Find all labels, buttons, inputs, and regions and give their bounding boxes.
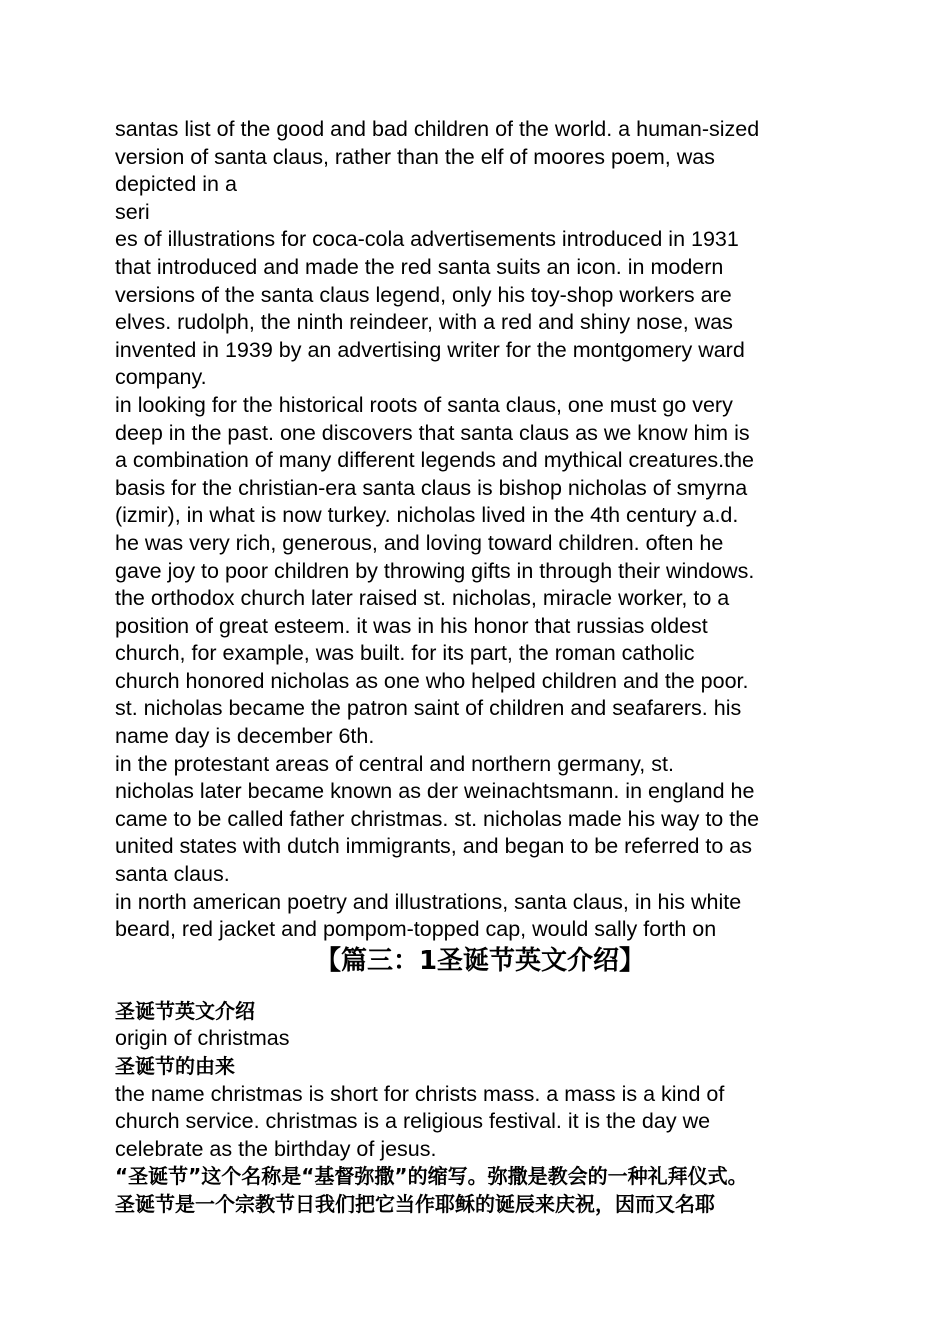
title-cn: 圣诞节英文介绍 (115, 998, 255, 1023)
text-line: that introduced and made the red santa suits an icon. in modern (115, 254, 724, 279)
text-line: he was very rich, generous, and loving toward children. often he (115, 530, 724, 555)
section-heading: 【篇三：1圣诞节英文介绍】 (314, 945, 646, 976)
text-line: santa claus. (115, 862, 230, 887)
text-line: version of santa claus, rather than the elf of moores poem, was (115, 144, 715, 169)
text-line: church service. christmas is a religious festival. it is the day we (115, 1109, 711, 1134)
subtitle-cn: 圣诞节的由来 (115, 1054, 235, 1078)
text-line: in looking for the historical roots of santa claus, one must go very (115, 392, 733, 417)
text-line: invented in 1939 by an advertising writer for the montgomery ward (115, 337, 745, 362)
body-text-cn (115, 1163, 845, 1218)
text-line: name day is december 6th. (115, 724, 375, 749)
text-line: a combination of many different legends and mythical creatures.the (115, 448, 754, 473)
text-line: the name christmas is short for christs mass. a mass is a kind of (115, 1081, 725, 1106)
text-line: versions of the santa claus legend, only his toy-shop workers are (115, 282, 732, 307)
text-line: nicholas later became known as der weinachtsmann. in england he (115, 779, 755, 804)
text-line: church honored nicholas as one who helped children and the poor. (115, 668, 749, 693)
text-line: came to be called father christmas. st. nicholas made his way to the (115, 806, 760, 831)
text-line: beard, red jacket and pompom-topped cap, would sally forth on (115, 917, 717, 942)
subtitle-en: origin of christmas (115, 1026, 290, 1051)
text-line: elves. rudolph, the ninth reindeer, with a red and shiny nose, was (115, 310, 733, 335)
text-line: es of illustrations for coca-cola advertisements introduced in 1931 (115, 227, 739, 252)
text-line: church, for example, was built. for its part, the roman catholic (115, 641, 695, 666)
body-text-top (115, 116, 845, 944)
section-gap (115, 978, 845, 998)
text-line: deep in the past. one discovers that santa claus as we know him is (115, 420, 750, 445)
text-line: gave joy to poor children by throwing gifts in through their windows. (115, 558, 755, 583)
text-line: “圣诞节”这个名称是“基督弥撒”的缩写。弥撒是教会的一种礼拜仪式。 (115, 1164, 748, 1189)
text-line: position of great esteem. it was in his honor that russias oldest (115, 613, 708, 638)
text-line: in the protestant areas of central and northern germany, st. (115, 751, 674, 776)
document-page (115, 116, 845, 1219)
text-line: st. nicholas became the patron saint of children and seafarers. his (115, 696, 742, 721)
text-line: (izmir), in what is now turkey. nicholas lived in the 4th century a.d. (115, 503, 739, 528)
text-line: the orthodox church later raised st. nicholas, miracle worker, to a (115, 586, 730, 611)
body-text-en (115, 1081, 845, 1164)
text-line: seri (115, 199, 150, 224)
text-line: celebrate as the birthday of jesus. (115, 1136, 437, 1161)
text-line: 圣诞节是一个宗教节日我们把它当作耶稣的诞辰来庆祝，因而又名耶 (115, 1191, 715, 1216)
text-line: basis for the christian-era santa claus is bishop nicholas of smyrna (115, 475, 748, 500)
text-line: depicted in a (115, 172, 237, 197)
text-line: in north american poetry and illustrations, santa claus, in his white (115, 889, 742, 914)
text-line: united states with dutch immigrants, and began to be referred to as (115, 834, 753, 859)
text-line: santas list of the good and bad children of the world. a human-sized (115, 117, 760, 141)
text-line: company. (115, 365, 207, 390)
